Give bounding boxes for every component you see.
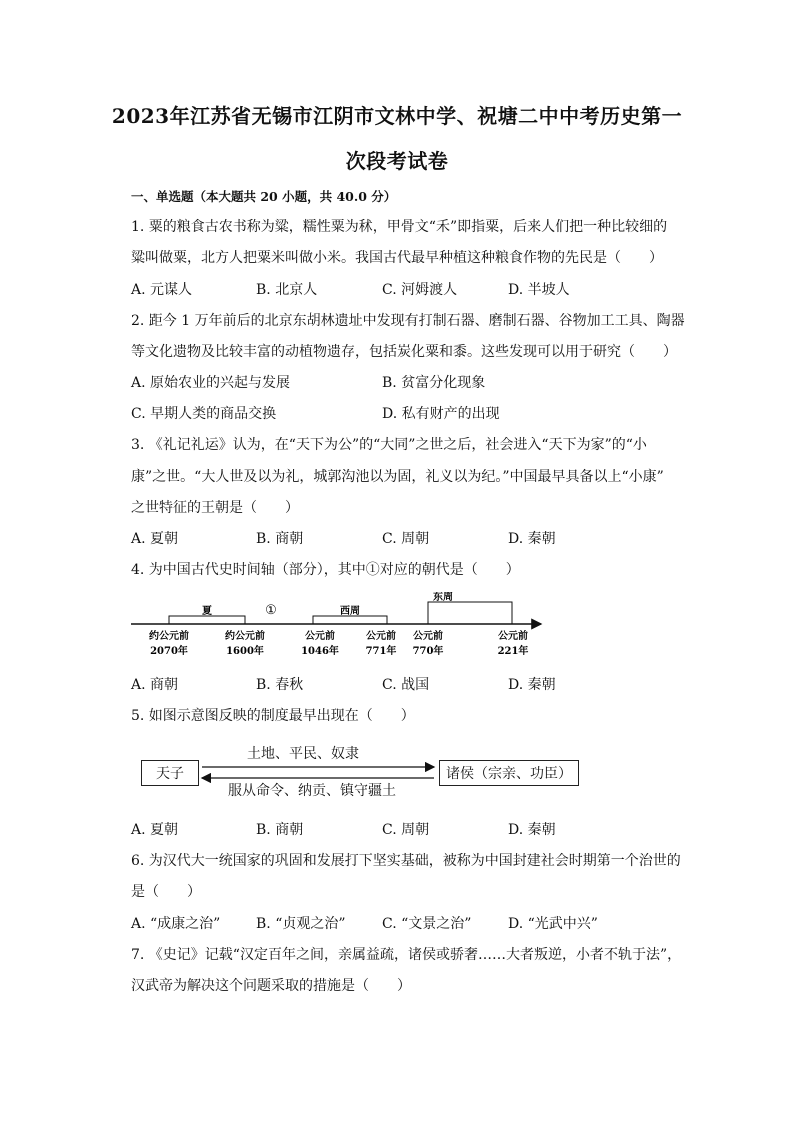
q2-option-b[interactable]: B. 贫富分化现象 [382, 375, 486, 391]
q1-option-c[interactable]: C. 河姆渡人 [382, 282, 458, 298]
xia-label: 夏 [202, 606, 212, 617]
xia-bracket [169, 616, 245, 624]
q1-option-b[interactable]: B. 北京人 [256, 282, 318, 298]
q6-option-b[interactable]: B. “贞观之治” [256, 916, 346, 932]
q3-text-line1: 3. 《礼记礼运》认为，在“天下为公”的“大同”之世之后，社会进入“天下为家”的“小 [131, 437, 647, 453]
tick-label-6-top: 公元前 [498, 631, 528, 642]
q3-text-line3: 之世特征的王朝是（ ） [131, 500, 299, 516]
top-arrow-label: 土地、平民、奴隶 [247, 746, 359, 762]
tick-label-5-bottom: 770年 [412, 646, 444, 657]
q5-option-a[interactable]: A. 夏朝 [131, 822, 179, 838]
tick-label-2-top: 约公元前 [225, 631, 265, 642]
q2-option-c[interactable]: C. 早期人类的商品交换 [131, 406, 277, 422]
q4-option-c[interactable]: C. 战国 [382, 677, 430, 693]
xizhou-bracket [313, 616, 387, 624]
q3-option-b[interactable]: B. 商朝 [256, 531, 304, 547]
dongzhou-bracket [428, 602, 512, 624]
tick-label-3-bottom: 1046年 [301, 646, 339, 657]
bottom-arrow-label: 服从命令、纳贡、镇守疆土 [228, 783, 396, 799]
timeline-figure [125, 592, 565, 664]
zhuhou-label: 诸侯（宗亲、功臣） [446, 766, 572, 782]
q3-text-line2: 康”之世。“大人世及以为礼，城郭沟池以为固，礼义以为纪。”中国最早具备以上“小康” [131, 469, 664, 485]
q1-text-line1: 1. 粟的粮食古农书称为粱，糯性粟为秫，甲骨文“禾”即指粟，后来人们把一种比较细的 [131, 219, 668, 235]
zhuhou-box [439, 760, 579, 786]
tianzi-box [141, 760, 199, 786]
marker-1-label: ① [265, 603, 277, 618]
page-title-line1: 2023年江苏省无锡市江阴市文林中学、祝塘二中中考历史第一 [111, 104, 683, 128]
tick-label-5-top: 公元前 [413, 631, 443, 642]
q1-option-a[interactable]: A. 元谋人 [131, 282, 193, 298]
q2-option-d[interactable]: D. 私有财产的出现 [382, 406, 500, 422]
q4-text-line1: 4. 为中国古代史时间轴（部分），其中①对应的朝代是（ ） [131, 562, 520, 578]
q4-option-a[interactable]: A. 商朝 [131, 677, 179, 693]
q3-option-a[interactable]: A. 夏朝 [131, 531, 179, 547]
q6-text-line2: 是（ ） [131, 884, 201, 900]
tick-label-1-bottom: 2070年 [150, 646, 188, 657]
q5-option-d[interactable]: D. 秦朝 [508, 822, 556, 838]
q1-text-line2: 粱叫做粟，北方人把粟米叫做小米。我国古代最早种植这种粮食作物的先民是（ ） [131, 250, 663, 266]
q6-option-c[interactable]: C. “文景之治” [382, 916, 472, 932]
q5-option-b[interactable]: B. 商朝 [256, 822, 304, 838]
tick-label-3-top: 公元前 [305, 631, 335, 642]
q4-option-b[interactable]: B. 春秋 [256, 677, 304, 693]
q5-text-line1: 5. 如图示意图反映的制度最早出现在（ ） [131, 708, 415, 724]
tick-label-4-bottom: 771年 [365, 646, 397, 657]
q7-text-line2: 汉武帝为解决这个问题采取的措施是（ ） [131, 978, 411, 994]
q3-option-d[interactable]: D. 秦朝 [508, 531, 556, 547]
q7-text-line1: 7. 《史记》记载“汉定百年之间，亲属益疏，诸侯或骄奢……大者叛逆，小者不轨于法”， [131, 947, 682, 963]
page-title-line2: 次段考试卷 [345, 149, 449, 173]
q1-option-d[interactable]: D. 半坡人 [508, 282, 570, 298]
tick-label-1-top: 约公元前 [149, 631, 189, 642]
q6-option-d[interactable]: D. “光武中兴” [508, 916, 598, 932]
xizhou-label: 西周 [340, 606, 360, 617]
q2-text-line2: 等文化遗物及比较丰富的动植物遗存，包括炭化粟和黍。这些发现可以用于研究（ ） [131, 344, 677, 360]
tick-label-6-bottom: 221年 [497, 646, 529, 657]
dongzhou-label: 东周 [433, 592, 453, 603]
q5-option-c[interactable]: C. 周朝 [382, 822, 430, 838]
tick-label-4-top: 公元前 [366, 631, 396, 642]
q4-option-d[interactable]: D. 秦朝 [508, 677, 556, 693]
q2-option-a[interactable]: A. 原始农业的兴起与发展 [131, 375, 291, 391]
q2-text-line1: 2. 距今 1 万年前后的北京东胡林遗址中发现有打制石器、磨制石器、谷物加工工具、陶器 [131, 313, 685, 329]
tick-label-2-bottom: 1600年 [226, 646, 264, 657]
q3-option-c[interactable]: C. 周朝 [382, 531, 430, 547]
q6-text-line1: 6. 为汉代大一统国家的巩固和发展打下坚实基础，被称为中国封建社会时期第一个治世的 [131, 853, 681, 869]
q6-option-a[interactable]: A. “成康之治” [131, 916, 221, 932]
tianzi-label: 天子 [156, 766, 184, 782]
section-heading: 一、单选题（本大题共 20 小题，共 40.0 分） [131, 189, 397, 204]
